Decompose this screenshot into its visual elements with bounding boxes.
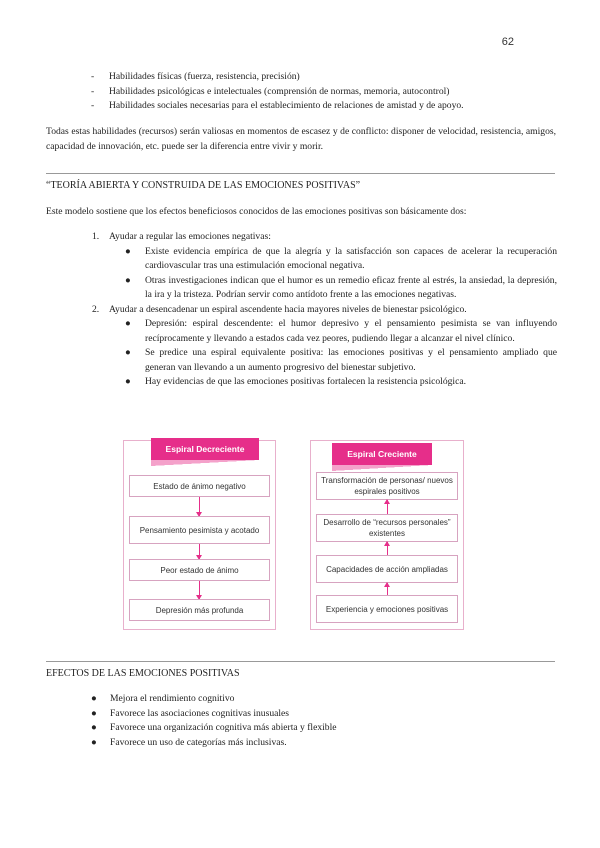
benefits-list [92,230,557,390]
bullet-icon: ● [91,693,97,704]
list-item [92,303,557,390]
effects-list [91,692,337,750]
list-item: ● Otras investigaciones indican que el humor es un remedio eficaz frente al estrés, la ansiedad, la depresión, la ira y la tristeza. Podrían servir como antídoto frente a las emociones negativas. [125,274,557,300]
flow-box: Capacidades de acción ampliadas [316,555,458,583]
bullet-icon: ● [91,736,97,748]
descending-spiral [123,430,276,630]
arrow-down-icon [199,581,200,599]
flow-box: Pensamiento pesimista y acotado [129,516,270,544]
list-item: - Habilidades psicológicas e intelectuales (comprensión de normas, memoria, autocontrol) [91,85,464,100]
list-item: ● Mejora el rendimiento cognitivo [91,692,337,707]
bullet-icon: ● [125,245,131,257]
page-number: 62 [501,36,514,48]
section-intro: Este modelo sostiene que los efectos beneficiosos conocidos de las emociones positivas son básicamente dos: [46,206,467,217]
flow-box: Peor estado de ánimo [129,559,270,581]
arrow-up-icon [387,500,388,514]
spiral-diagram [120,430,480,635]
flow-box: Desarrollo de “recursos personales” existentes [316,514,458,542]
list-item: ● Existe evidencia empírica de que la alegría y la satisfacción son capaces de acelerar la recuperación cardiovascular tras una estimulación emocional negativa. [125,245,557,271]
arrow-up-icon [387,583,388,595]
list-item: ● Favorece las asociaciones cognitivas inusuales [91,707,337,722]
arrow-up-icon [387,542,388,555]
list-item: - Habilidades sociales necesarias para el establecimiento de relaciones de amistad y de apoyo. [91,99,464,114]
bullet-icon: ● [125,376,131,387]
skills-list [91,70,464,114]
bullet-icon: ● [91,722,97,733]
list-item: ● Hay evidencias de que las emociones positivas fortalecen la resistencia psicológica. [145,375,557,390]
list-item: - Habilidades físicas (fuerza, resistencia, precisión) [91,70,464,85]
arrow-down-icon [199,544,200,559]
flow-box: Transformación de personas/ nuevos espirales positivos [316,472,458,500]
descending-title: Espiral Decreciente [151,438,259,460]
list-item: ● Se predice una espiral equivalente positiva: las emociones positivas y el pensamiento ampliado que generan van llevando a un aumento progresivo del bienestar subjetivo. [125,347,557,373]
section-divider [46,173,555,174]
flow-box: Depresión más profunda [129,599,270,621]
item-title: Ayudar a regular las emociones negativas: [109,231,271,242]
item-number: 2. [92,303,100,315]
section-divider [46,661,555,662]
ascending-spiral [310,430,464,630]
arrow-down-icon [199,497,200,516]
list-item [92,230,557,303]
bullet-icon: ● [125,274,131,286]
list-item: ● Favorece un uso de categorías más inclusivas. [91,736,337,751]
list-item: ● Depresión: espiral descendente: el humor depresivo y el pensamiento pesimista se van influyendo recíprocamente y llevando a estados cada vez peores, pudiendo llegar a alcanzar el nivel clínico. [125,318,557,344]
flow-box: Experiencia y emociones positivas [316,595,458,623]
flow-box: Estado de ánimo negativo [129,475,270,497]
section-heading: “TEORÍA ABIERTA Y CONSTRUIDA DE LAS EMOCIONES POSITIVAS” [46,180,361,191]
bullet-icon: ● [125,318,131,329]
ascending-title: Espiral Creciente [332,443,432,465]
item-title: Ayudar a desencadenar un espiral ascendente hacia mayores niveles de bienestar psicológico. [109,303,467,315]
bullet-icon: ● [125,347,131,358]
section-heading: EFECTOS DE LAS EMOCIONES POSITIVAS [46,668,240,679]
bullet-icon: ● [91,707,97,719]
skills-paragraph: Todas estas habilidades (recursos) serán valiosas en momentos de escasez y de conflicto: disponer de velocidad, resistencia, amigos, capacidad de innovación, etc. puede ser la diferencia entre vivir y morir. [46,126,556,152]
list-item: ● Favorece una organización cognitiva más abierta y flexible [91,721,337,736]
item-number: 1. [92,231,100,242]
